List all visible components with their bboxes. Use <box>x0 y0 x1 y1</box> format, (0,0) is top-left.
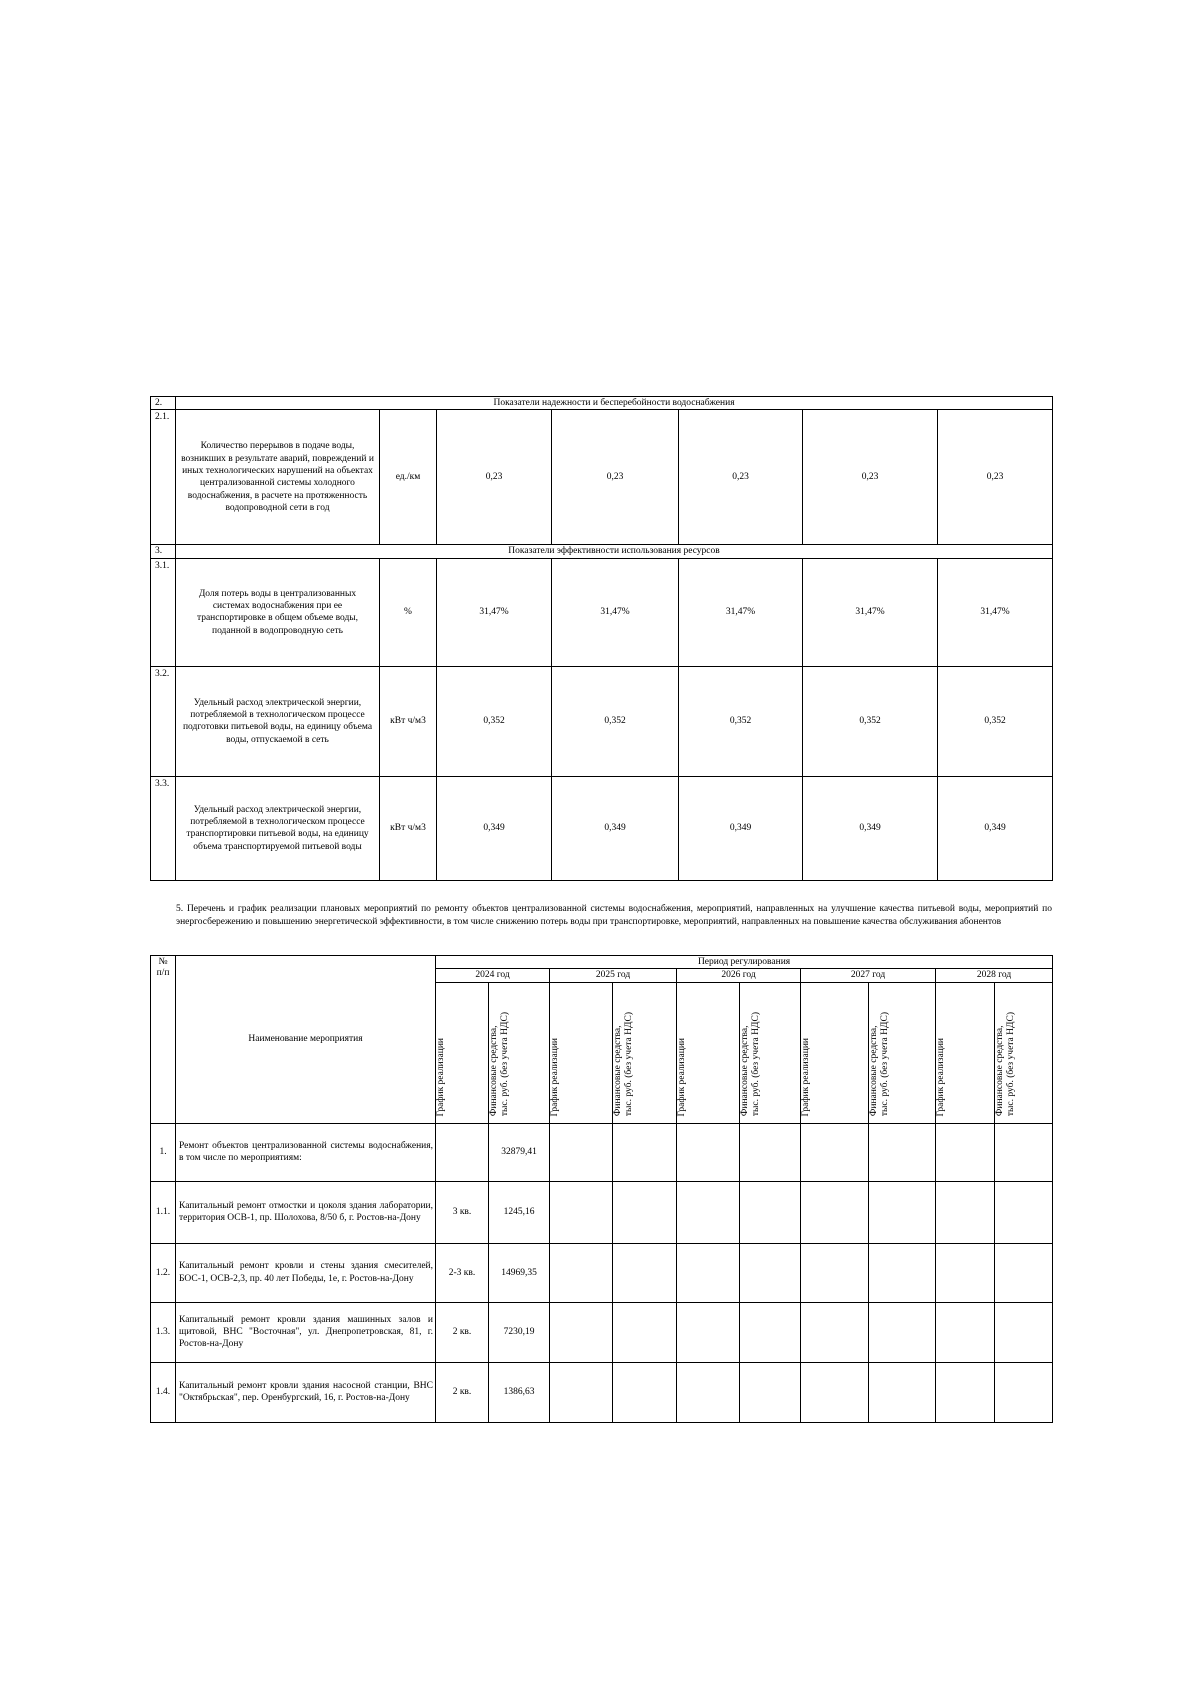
value-2027: 0,23 <box>803 410 938 545</box>
measure-number: 1.2. <box>151 1243 176 1302</box>
finance-2027 <box>869 1362 936 1422</box>
indicator-row <box>151 666 1053 776</box>
schedule-2028 <box>936 1362 995 1422</box>
value-2024: 31,47% <box>437 558 552 666</box>
header-year-2028: 2028 год <box>936 969 1053 982</box>
value-2028: 0,349 <box>938 776 1053 880</box>
schedule-2026 <box>677 1362 740 1422</box>
indicator-row <box>151 410 1053 545</box>
schedule-2026 <box>677 1123 740 1181</box>
measure-name: Капитальный ремонт кровли и стены здания смесителей, БОС-1, ОСВ-2,3, пр. 40 лет Победы, 1е, г. Ростов-на-Дону <box>176 1243 436 1302</box>
finance-2025 <box>613 1181 677 1243</box>
measure-row <box>151 1302 1053 1362</box>
schedule-2026 <box>677 1181 740 1243</box>
header-schedule-label: График реализации <box>550 1037 560 1117</box>
section-number: 3. <box>151 545 176 558</box>
header-year-2026: 2026 год <box>677 969 801 982</box>
header-year-2025: 2025 год <box>550 969 677 982</box>
finance-2025 <box>613 1362 677 1422</box>
header-finance-label: Финансовые средства, тыс. руб. (без учета НДС) <box>869 1012 890 1117</box>
header-finance-2026 <box>740 982 801 1123</box>
schedule-2024 <box>436 1123 489 1181</box>
header-finance-2028 <box>995 982 1053 1123</box>
header-finance-label: Финансовые средства, тыс. руб. (без учета НДС) <box>995 1012 1016 1117</box>
schedule-2024: 3 кв. <box>436 1181 489 1243</box>
indicator-name: Удельный расход электрической энергии, потребляемой в технологическом процессе транспортировки питьевой воды, на единицу объема транспортируемой питьевой воды <box>176 776 380 880</box>
row-number: 3.3. <box>151 776 176 880</box>
measure-number: 1. <box>151 1123 176 1181</box>
indicator-unit: кВт ч/м3 <box>380 776 437 880</box>
finance-2026 <box>740 1362 801 1422</box>
header-year-2024: 2024 год <box>436 969 550 982</box>
finance-2024: 7230,19 <box>489 1302 550 1362</box>
finance-2028 <box>995 1243 1053 1302</box>
schedule-2027 <box>801 1362 869 1422</box>
finance-2028 <box>995 1181 1053 1243</box>
measure-number: 1.4. <box>151 1362 176 1422</box>
indicator-name: Доля потерь воды в централизованных системах водоснабжения при ее транспортировке в общем объеме воды, поданной в водопроводную сеть <box>176 558 380 666</box>
value-2024: 0,23 <box>437 410 552 545</box>
indicator-row <box>151 776 1053 880</box>
finance-2027 <box>869 1302 936 1362</box>
schedule-2025 <box>550 1181 613 1243</box>
header-number: № п/п <box>151 956 176 1124</box>
header-row-period <box>151 956 1053 969</box>
row-number: 2.1. <box>151 410 176 545</box>
measure-row <box>151 1362 1053 1422</box>
header-schedule-2025 <box>550 982 613 1123</box>
value-2028: 0,23 <box>938 410 1053 545</box>
row-number: 3.2. <box>151 666 176 776</box>
measure-name: Ремонт объектов централизованной системы водоснабжения, в том числе по мероприятиям: <box>176 1123 436 1181</box>
header-finance-label: Финансовые средства, тыс. руб. (без учета НДС) <box>489 1012 510 1117</box>
header-schedule-2027 <box>801 982 869 1123</box>
section-row <box>151 397 1053 410</box>
value-2028: 31,47% <box>938 558 1053 666</box>
schedule-2027 <box>801 1123 869 1181</box>
value-2025: 0,23 <box>552 410 679 545</box>
measure-number: 1.3. <box>151 1302 176 1362</box>
measure-row <box>151 1181 1053 1243</box>
finance-2026 <box>740 1243 801 1302</box>
indicator-row <box>151 558 1053 666</box>
schedule-2025 <box>550 1123 613 1181</box>
section-number: 2. <box>151 397 176 410</box>
header-finance-2024 <box>489 982 550 1123</box>
indicator-unit: кВт ч/м3 <box>380 666 437 776</box>
schedule-2028 <box>936 1243 995 1302</box>
measure-number: 1.1. <box>151 1181 176 1243</box>
finance-2027 <box>869 1243 936 1302</box>
measure-row <box>151 1123 1053 1181</box>
header-finance-label: Финансовые средства, тыс. руб. (без учета НДС) <box>613 1012 634 1117</box>
schedule-2027 <box>801 1243 869 1302</box>
header-schedule-2028 <box>936 982 995 1123</box>
finance-2026 <box>740 1123 801 1181</box>
measure-row <box>151 1243 1053 1302</box>
schedule-2025 <box>550 1302 613 1362</box>
schedule-2025 <box>550 1243 613 1302</box>
measure-name: Капитальный ремонт отмостки и цоколя здания лаборатории, территория ОСВ-1, пр. Шолохова, 8/50 б, г. Ростов-на-Дону <box>176 1181 436 1243</box>
section-5-heading: 5. Перечень и график реализации плановых мероприятий по ремонту объектов централизованной системы водоснабжения, мероприятий, направленных на улучшение качества питьевой воды, мероприятий по энергосбережению и повышению энергетической эффективности, в том числе снижению потерь воды при транспортировке, мероприятий, направленных на повышение качества обслуживания абонентов <box>176 904 1052 927</box>
value-2025: 0,352 <box>552 666 679 776</box>
schedule-2028 <box>936 1302 995 1362</box>
indicator-name: Количество перерывов в подаче воды, возникших в результате аварий, повреждений и иных технологических нарушений на объектах централизованной системы холодного водоснабжения, в расчете на протяженность водопроводной сети в год <box>176 410 380 545</box>
schedule-2024: 2 кв. <box>436 1302 489 1362</box>
indicator-name: Удельный расход электрической энергии, потребляемой в технологическом процессе подготовки питьевой воды, на единицу объема воды, отпускаемой в сеть <box>176 666 380 776</box>
value-2026: 0,352 <box>679 666 803 776</box>
finance-2028 <box>995 1302 1053 1362</box>
header-schedule-2026 <box>677 982 740 1123</box>
header-schedule-label: График реализации <box>801 1037 811 1117</box>
measure-name: Капитальный ремонт кровли здания насосной станции, ВНС "Октябрьская", пер. Оренбургский, 16, г. Ростов-на-Дону <box>176 1362 436 1422</box>
schedule-2027 <box>801 1181 869 1243</box>
indicators-table <box>150 396 1053 881</box>
finance-2027 <box>869 1123 936 1181</box>
schedule-2028 <box>936 1181 995 1243</box>
finance-2028 <box>995 1362 1053 1422</box>
finance-2026 <box>740 1181 801 1243</box>
schedule-2026 <box>677 1302 740 1362</box>
finance-2024: 14969,35 <box>489 1243 550 1302</box>
finance-2027 <box>869 1181 936 1243</box>
value-2028: 0,352 <box>938 666 1053 776</box>
finance-2024: 32879,41 <box>489 1123 550 1181</box>
header-period: Период регулирования <box>436 956 1053 969</box>
value-2025: 31,47% <box>552 558 679 666</box>
schedule-2025 <box>550 1362 613 1422</box>
row-number: 3.1. <box>151 558 176 666</box>
finance-2024: 1386,63 <box>489 1362 550 1422</box>
finance-2024: 1245,16 <box>489 1181 550 1243</box>
value-2026: 31,47% <box>679 558 803 666</box>
header-schedule-label: График реализации <box>436 1037 446 1117</box>
schedule-2028 <box>936 1123 995 1181</box>
header-finance-2027 <box>869 982 936 1123</box>
finance-2025 <box>613 1123 677 1181</box>
measure-name: Капитальный ремонт кровли здания машинных залов и щитовой, ВНС "Восточная", ул. Днепропетровская, 81, г. Ростов-на-Дону <box>176 1302 436 1362</box>
header-schedule-2024 <box>436 982 489 1123</box>
value-2025: 0,349 <box>552 776 679 880</box>
value-2027: 0,349 <box>803 776 938 880</box>
measures-table <box>150 955 1053 1423</box>
value-2027: 0,352 <box>803 666 938 776</box>
finance-2025 <box>613 1243 677 1302</box>
header-finance-label: Финансовые средства, тыс. руб. (без учета НДС) <box>740 1012 761 1117</box>
indicator-unit: % <box>380 558 437 666</box>
value-2026: 0,349 <box>679 776 803 880</box>
section-title: Показатели надежности и бесперебойности водоснабжения <box>176 397 1053 410</box>
value-2027: 31,47% <box>803 558 938 666</box>
schedule-2027 <box>801 1302 869 1362</box>
schedule-2026 <box>677 1243 740 1302</box>
value-2024: 0,349 <box>437 776 552 880</box>
schedule-2024: 2 кв. <box>436 1362 489 1422</box>
header-measure-name: Наименование мероприятия <box>176 956 436 1124</box>
value-2026: 0,23 <box>679 410 803 545</box>
finance-2026 <box>740 1302 801 1362</box>
header-schedule-label: График реализации <box>677 1037 687 1117</box>
schedule-2024: 2-3 кв. <box>436 1243 489 1302</box>
indicator-unit: ед./км <box>380 410 437 545</box>
finance-2028 <box>995 1123 1053 1181</box>
section-title: Показатели эффективности использования ресурсов <box>176 545 1053 558</box>
header-year-2027: 2027 год <box>801 969 936 982</box>
value-2024: 0,352 <box>437 666 552 776</box>
header-schedule-label: График реализации <box>936 1037 946 1117</box>
finance-2025 <box>613 1302 677 1362</box>
header-finance-2025 <box>613 982 677 1123</box>
section-row <box>151 545 1053 558</box>
